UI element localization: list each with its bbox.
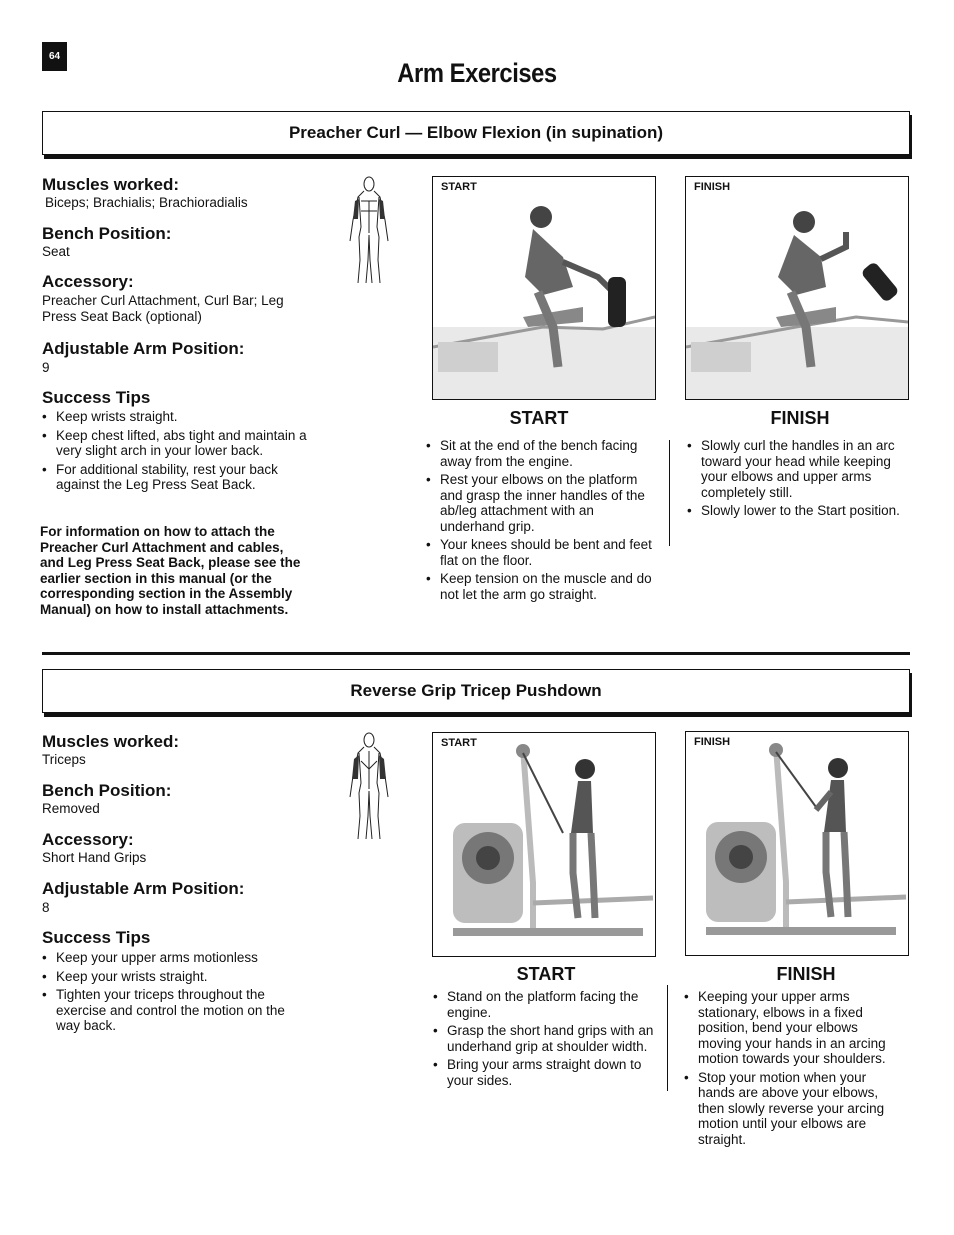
accessory-label: Accessory: bbox=[42, 830, 134, 849]
step-item: • Your knees should be bent and feet flat on the floor. bbox=[426, 537, 656, 568]
bench-value: Seat bbox=[42, 244, 70, 259]
finish-photo bbox=[685, 731, 909, 956]
start-heading: START bbox=[516, 964, 576, 984]
page-number: 64 bbox=[42, 42, 67, 71]
accessory-label: Accessory: bbox=[42, 272, 134, 291]
tricep-pushdown-finish-illustration bbox=[686, 732, 908, 955]
bench-label: Bench Position: bbox=[42, 781, 172, 800]
tip-item: • For additional stability, rest your back against the Leg Press Seat Back. bbox=[42, 462, 317, 493]
muscle-figure-back bbox=[344, 731, 394, 843]
tip-item: • Keep wrists straight. bbox=[42, 409, 317, 425]
success-tips-label: Success Tips bbox=[42, 388, 151, 407]
preacher-curl-finish-illustration bbox=[686, 177, 908, 399]
section-divider bbox=[42, 652, 910, 655]
step-item: • Slowly curl the handles in an arc toward your head while keeping your elbows and upper arms completely still. bbox=[687, 438, 912, 500]
step-item: • Stand on the platform facing the engine. bbox=[433, 989, 658, 1020]
start-photo-caption: START bbox=[441, 181, 477, 193]
tip-item: • Tighten your triceps throughout the exercise and control the motion on the way back. bbox=[42, 987, 310, 1034]
accessory-value: Short Hand Grips bbox=[42, 850, 147, 865]
tip-item: • Keep your upper arms motionless bbox=[42, 950, 310, 966]
exercise-title-banner bbox=[42, 669, 910, 713]
step-item: • Bring your arms straight down to your sides. bbox=[433, 1057, 658, 1088]
finish-photo bbox=[685, 176, 909, 400]
step-item: • Stop your motion when your hands are above your elbows, then slowly reverse your arcing motion until your elbows are straight. bbox=[684, 1070, 904, 1148]
finish-heading: FINISH bbox=[770, 408, 830, 428]
accessory-value: Preacher Curl Attachment, Curl Bar; Leg Press Seat Back (optional) bbox=[42, 293, 284, 324]
exercise-title-banner bbox=[42, 111, 910, 155]
column-divider bbox=[669, 440, 670, 546]
tip-item: • Keep your wrists straight. bbox=[42, 969, 310, 985]
start-photo bbox=[432, 176, 656, 400]
step-item: • Keeping your upper arms stationary, elbows in a fixed position, bend your elbows moving your hands in an arcing motion towards your shoulders. bbox=[684, 989, 904, 1067]
step-item: • Slowly lower to the Start position. bbox=[687, 503, 912, 519]
success-tips-list bbox=[42, 409, 317, 496]
finish-photo-caption: FINISH bbox=[694, 736, 731, 748]
exercise-title: Reverse Grip Tricep Pushdown bbox=[350, 681, 602, 700]
arm-position-value: 8 bbox=[42, 900, 50, 915]
success-tips-label: Success Tips bbox=[42, 928, 151, 947]
step-item: • Sit at the end of the bench facing away from the engine. bbox=[426, 438, 656, 469]
bench-label: Bench Position: bbox=[42, 224, 172, 243]
step-item: • Keep tension on the muscle and do not let the arm go straight. bbox=[426, 571, 656, 602]
finish-steps-list bbox=[687, 438, 912, 522]
arm-position-value: 9 bbox=[42, 360, 50, 375]
start-heading: START bbox=[509, 408, 569, 428]
page-title: Arm Exercises bbox=[397, 58, 557, 88]
arm-position-label: Adjustable Arm Position: bbox=[42, 339, 245, 358]
arm-position-label: Adjustable Arm Position: bbox=[42, 879, 245, 898]
start-photo bbox=[432, 732, 656, 957]
finish-heading: FINISH bbox=[776, 964, 836, 984]
column-divider bbox=[667, 985, 668, 1091]
finish-photo-caption: FINISH bbox=[694, 181, 731, 193]
attachment-note: For information on how to attach the Preacher Curl Attachment and cables, and Leg Press Seat Back, please see the earlier section in this manual (or the corresponding section in the Assembly Manual) on how to install attachments. bbox=[40, 524, 301, 617]
muscles-value: Biceps; Brachialis; Brachioradialis bbox=[45, 195, 248, 210]
tricep-pushdown-start-illustration bbox=[433, 733, 655, 956]
bench-value: Removed bbox=[42, 801, 100, 816]
muscle-figure-front bbox=[344, 175, 394, 287]
preacher-curl-start-illustration bbox=[433, 177, 655, 399]
start-photo-caption: START bbox=[441, 737, 477, 749]
exercise-title: Preacher Curl — Elbow Flexion (in supination) bbox=[288, 123, 664, 142]
finish-steps-list bbox=[684, 989, 904, 1150]
step-item: • Rest your elbows on the platform and grasp the inner handles of the ab/leg attachment with an underhand grip. bbox=[426, 472, 656, 534]
muscles-label: Muscles worked: bbox=[42, 732, 179, 751]
muscles-value: Triceps bbox=[42, 752, 86, 767]
muscles-label: Muscles worked: bbox=[42, 175, 179, 194]
tip-item: • Keep chest lifted, abs tight and maintain a very slight arch in your lower back. bbox=[42, 428, 317, 459]
success-tips-list bbox=[42, 950, 310, 1037]
start-steps-list bbox=[426, 438, 656, 605]
step-item: • Grasp the short hand grips with an underhand grip at shoulder width. bbox=[433, 1023, 658, 1054]
start-steps-list bbox=[433, 989, 658, 1091]
